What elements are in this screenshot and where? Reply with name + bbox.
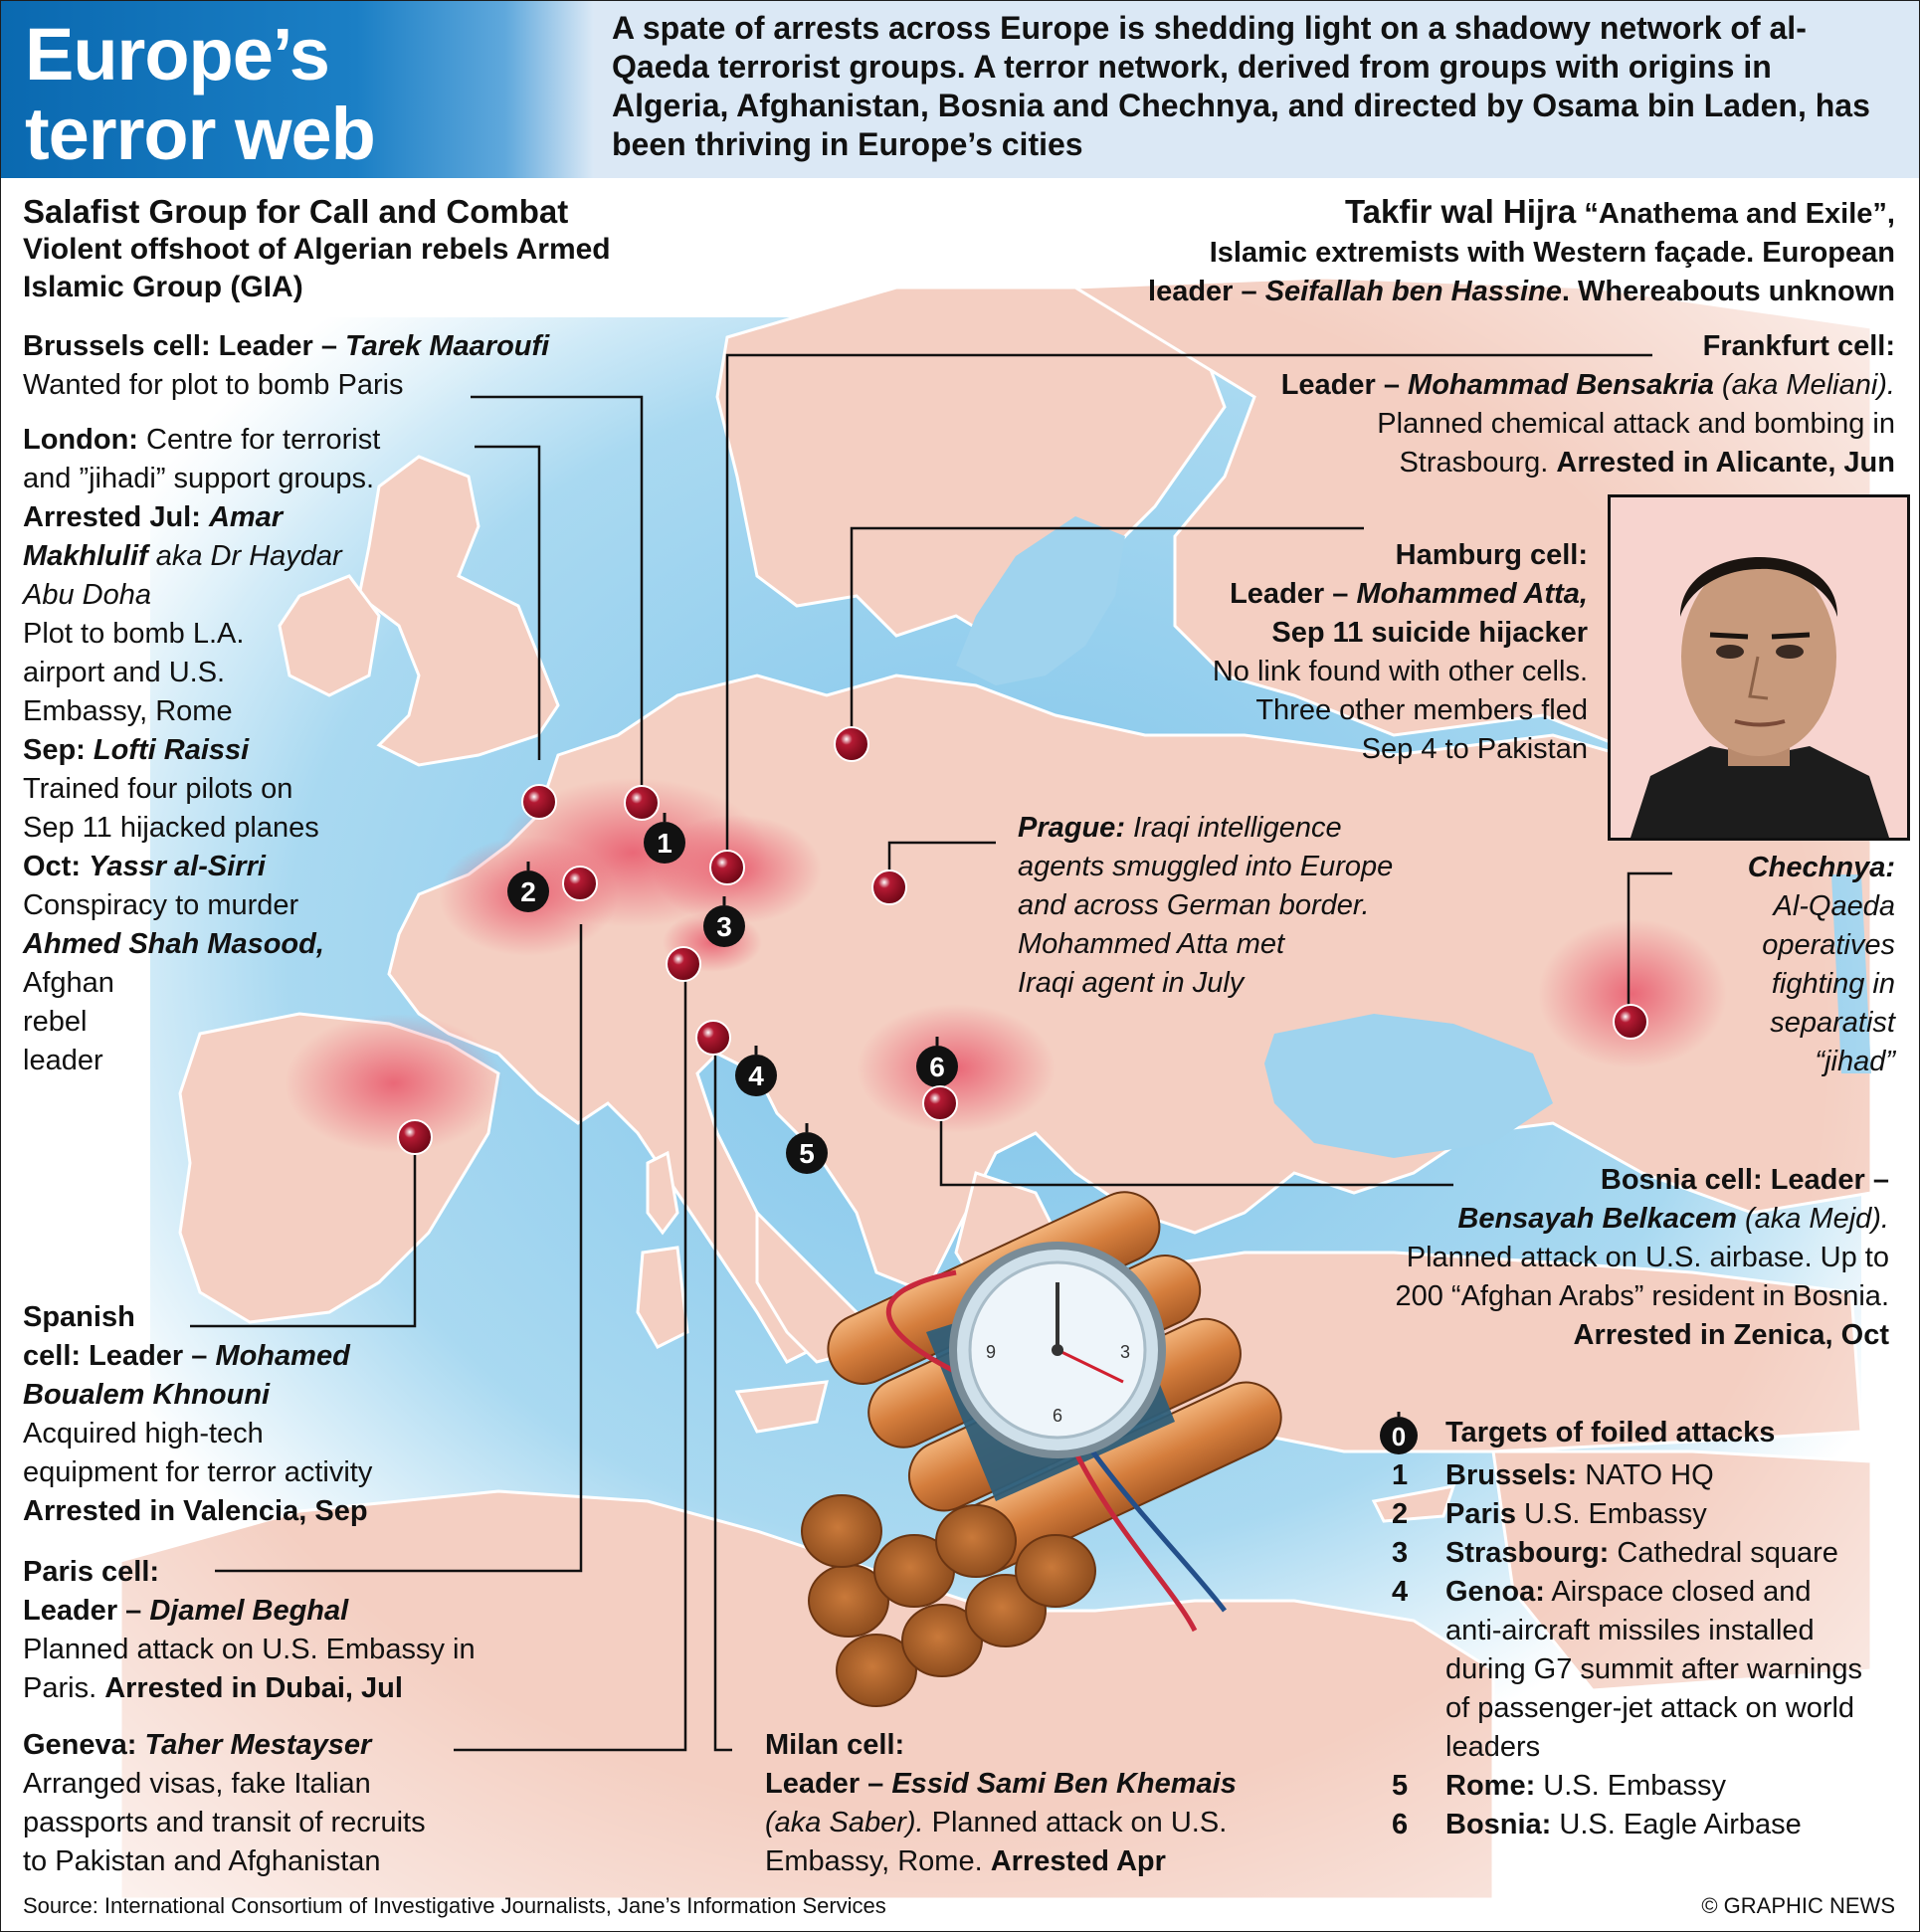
- legend-item-place: Brussels:: [1445, 1459, 1578, 1491]
- salafist-name: Salafist Group for Call and Combat: [23, 193, 569, 230]
- takfir-leader: Seifallah ben Hassine: [1264, 276, 1562, 307]
- bosnia-leader: Bensayah Belkacem: [1457, 1203, 1737, 1235]
- spanish-desc-1: Acquired high-tech: [23, 1418, 264, 1449]
- legend-item-number: 2: [1392, 1498, 1409, 1530]
- takfir-quote: “Anathema and Exile”,: [1584, 198, 1895, 230]
- prague-line-3: and across German border.: [1018, 889, 1370, 921]
- london-amar: Amar: [208, 501, 284, 533]
- paris-leader: Djamel Beghal: [149, 1595, 349, 1627]
- paris-desc-2: Paris.: [23, 1672, 105, 1704]
- salafist-group: [23, 192, 699, 306]
- legend-item: [1376, 1767, 1913, 1806]
- london-line-2: and ”jihadi” support groups.: [23, 463, 375, 494]
- legend-item-desc: Airspace closed and anti-aircraft missiles installed during G7 summit after warnings of passenger-jet attack on world leaders: [1445, 1576, 1863, 1763]
- hamburg-leader: Mohammed Atta,: [1356, 578, 1588, 610]
- takfir-name: Takfir wal Hijra: [1344, 193, 1577, 230]
- takfir-desc-1: Islamic extremists with Western façade. European: [1209, 237, 1895, 269]
- intro-text: A spate of arrests across Europe is shedding light on a shadowy network of al-Qaeda terrorist groups. A terror network, derived from groups with origins in Algeria, Afghanistan, Bosnia and Chechnya, and directed by Osama bin Laden, has been thriving in Europe’s cities: [612, 10, 1870, 162]
- bosnia-desc-2: 200 “Afghan Arabs” resident in Bosnia.: [1395, 1280, 1889, 1312]
- portrait-illustration: [1611, 497, 1907, 838]
- frankfurt-arrested: Arrested in Alicante, Jun: [1556, 447, 1895, 479]
- london-cell: [23, 421, 480, 1080]
- clock-number-6: 6: [1053, 1406, 1063, 1426]
- legend-item-number: 6: [1392, 1809, 1409, 1840]
- pin-chechnya: [1614, 1005, 1647, 1039]
- geneva-desc-1: Arranged visas, fake Italian: [23, 1768, 371, 1800]
- bosnia-cell: [1193, 1161, 1889, 1355]
- chechnya-note: [1676, 849, 1895, 1081]
- spanish-cell-prefix: cell:: [23, 1340, 90, 1372]
- chechnya-line-4: separatist: [1770, 1007, 1895, 1039]
- brussels-leader: Tarek Maaroufi: [345, 330, 550, 362]
- hamburg-cell: [1031, 536, 1588, 769]
- bomb-1-label: 1: [657, 828, 672, 859]
- milan-aka: (aka Saber).: [765, 1807, 924, 1838]
- london-line-1: Centre for terrorist: [137, 424, 381, 456]
- legend-item-number: 4: [1392, 1576, 1409, 1608]
- legend-item: [1376, 1806, 1913, 1844]
- chechnya-line-5: “jihad”: [1815, 1046, 1895, 1077]
- legend-item: [1376, 1456, 1913, 1495]
- frankfurt-cell: [1079, 327, 1895, 483]
- spanish-line-1: Spanish: [23, 1301, 135, 1333]
- chechnya-label: Chechnya:: [1747, 852, 1895, 883]
- frankfurt-desc-2: Strasbourg.: [1399, 447, 1557, 479]
- footer-credit: © GRAPHIC NEWS: [1701, 1893, 1895, 1918]
- legend-item: [1376, 1495, 1913, 1534]
- pin-spain: [398, 1120, 432, 1154]
- legend-item: [1376, 1534, 1913, 1573]
- spanish-desc-2: equipment for terror activity: [23, 1456, 373, 1488]
- spanish-cell: [23, 1298, 500, 1531]
- legend-item-number: 1: [1392, 1459, 1409, 1491]
- london-plot-1: Plot to bomb L.A.: [23, 618, 245, 650]
- spanish-leader-1: Mohamed: [215, 1340, 350, 1372]
- targets-legend: [1376, 1414, 1913, 1844]
- bomb-3-label: 3: [716, 911, 732, 942]
- geneva-cell: [23, 1726, 540, 1881]
- legend-item-place: Strasbourg:: [1445, 1537, 1610, 1569]
- bomb-5-label: 5: [799, 1138, 815, 1169]
- pin-prague: [872, 870, 906, 904]
- pin-london: [522, 785, 556, 819]
- milan-cell: [765, 1726, 1322, 1881]
- frankfurt-aka: (aka Meliani).: [1713, 369, 1895, 401]
- legend-item-place: Paris: [1445, 1498, 1516, 1530]
- prague-note: [1018, 809, 1535, 1003]
- brussels-label: Brussels cell: Leader –: [23, 330, 345, 362]
- frankfurt-leader-prefix: Leader –: [1280, 369, 1409, 401]
- spanish-arrested: Arrested in Valencia, Sep: [23, 1495, 368, 1527]
- london-trained-1: Trained four pilots on: [23, 773, 293, 805]
- legend-item-place: Rome:: [1445, 1770, 1536, 1802]
- geneva-label: Geneva:: [23, 1729, 145, 1761]
- bomb-2-label: 2: [520, 876, 536, 907]
- pin-frankfurt: [710, 851, 744, 884]
- brussels-desc: Wanted for plot to bomb Paris: [23, 369, 404, 401]
- clock-number-3: 3: [1120, 1342, 1131, 1362]
- footer-source: Source: International Consortium of Investigative Journalists, Jane’s Information Services: [23, 1893, 886, 1918]
- london-aka-1: aka Dr Haydar: [147, 540, 342, 572]
- prague-line-1: Iraqi intelligence: [1124, 812, 1342, 844]
- legend-item-desc: NATO HQ: [1577, 1459, 1714, 1491]
- legend-key-number: 0: [1391, 1422, 1407, 1451]
- spanish-leader-2: Boualem Khnouni: [23, 1379, 271, 1411]
- geneva-desc-2: passports and transit of recruits: [23, 1807, 426, 1838]
- prague-label: Prague:: [1018, 812, 1125, 844]
- legend-item-place: Bosnia:: [1445, 1809, 1552, 1840]
- prague-line-5: Iraqi agent in July: [1018, 967, 1245, 999]
- pin-paris: [563, 867, 597, 900]
- legend-item-desc: U.S. Embassy: [1515, 1498, 1707, 1530]
- clock-number-9: 9: [986, 1342, 997, 1362]
- hamburg-hijacker: Sep 11 suicide hijacker: [1271, 617, 1588, 649]
- legend-item-desc: Cathedral square: [1609, 1537, 1838, 1569]
- legend-item-desc: U.S. Embassy: [1535, 1770, 1727, 1802]
- london-sep: Sep:: [23, 734, 94, 766]
- legend-item-place: Genoa:: [1445, 1576, 1545, 1608]
- pin-geneva: [667, 947, 700, 981]
- chechnya-line-1: Al-Qaeda: [1773, 890, 1895, 922]
- legend-item-number: 3: [1392, 1537, 1409, 1569]
- pin-bosnia: [923, 1086, 957, 1120]
- paris-label: Paris cell:: [23, 1556, 160, 1588]
- milan-desc-1: Planned attack on U.S.: [923, 1807, 1228, 1838]
- london-oct: Oct:: [23, 851, 90, 882]
- bosnia-label: Bosnia cell: Leader –: [1600, 1164, 1889, 1196]
- london-label: London:: [23, 424, 138, 456]
- london-lofti: Lofti Raissi: [93, 734, 250, 766]
- london-plot-2: airport and U.S.: [23, 657, 226, 688]
- frankfurt-label: Frankfurt cell:: [1702, 330, 1895, 362]
- london-trained-2: Sep 11 hijacked planes: [23, 812, 319, 844]
- milan-leader-prefix: Leader –: [765, 1768, 892, 1800]
- brussels-cell: [23, 327, 679, 405]
- title-block: [1, 1, 594, 178]
- legend-title: Targets of foiled attacks: [1445, 1417, 1776, 1449]
- hamburg-leader-prefix: Leader –: [1230, 578, 1357, 610]
- frankfurt-leader: Mohammad Bensakria: [1408, 369, 1714, 401]
- paris-cell: [23, 1553, 580, 1708]
- header: [1, 1, 1919, 178]
- bomb-4-label: 4: [748, 1061, 764, 1091]
- suspect-portrait: [1608, 494, 1910, 841]
- london-yassr: Yassr al-Sirri: [89, 851, 266, 882]
- takfir-leader-prefix: leader –: [1148, 276, 1265, 307]
- milan-label: Milan cell:: [765, 1729, 905, 1761]
- legend-item-desc: U.S. Eagle Airbase: [1551, 1809, 1802, 1840]
- london-afghan-1: Afghan: [23, 967, 114, 999]
- frankfurt-desc-1: Planned chemical attack and bombing in: [1377, 408, 1895, 440]
- london-conspiracy: Conspiracy to murder: [23, 889, 299, 921]
- paris-leader-prefix: Leader –: [23, 1595, 150, 1627]
- bosnia-arrested: Arrested in Zenica, Oct: [1573, 1319, 1889, 1351]
- london-arrested-jul: Arrested Jul:: [23, 501, 209, 533]
- takfir-desc-2: . Whereabouts unknown: [1561, 276, 1895, 307]
- london-afghan-3: leader: [23, 1045, 103, 1076]
- milan-arrested: Arrested Apr: [990, 1845, 1166, 1877]
- london-plot-3: Embassy, Rome: [23, 695, 233, 727]
- milan-desc-2: Embassy, Rome.: [765, 1845, 991, 1877]
- hamburg-desc-3: Sep 4 to Pakistan: [1361, 733, 1588, 765]
- hamburg-desc-2: Three other members fled: [1255, 694, 1588, 726]
- hamburg-desc-1: No link found with other cells.: [1212, 656, 1588, 687]
- milan-leader: Essid Sami Ben Khemais: [891, 1768, 1237, 1800]
- geneva-leader: Taher Mestayser: [144, 1729, 372, 1761]
- intro-block: [594, 1, 1919, 178]
- takfir-group: [1000, 192, 1895, 311]
- london-afghan-2: rebel: [23, 1006, 88, 1038]
- chechnya-line-2: operatives: [1762, 929, 1895, 961]
- page-title: [25, 15, 375, 174]
- prague-line-2: agents smuggled into Europe: [1018, 851, 1394, 882]
- geneva-desc-3: to Pakistan and Afghanistan: [23, 1845, 381, 1877]
- prague-line-4: Mohammed Atta met: [1018, 928, 1285, 960]
- pin-hamburg: [835, 727, 868, 761]
- legend-item: [1376, 1573, 1863, 1767]
- title-line-1: Europe’s: [25, 13, 329, 96]
- chechnya-line-3: fighting in: [1771, 968, 1895, 1000]
- hamburg-label: Hamburg cell:: [1395, 539, 1588, 571]
- london-ahmed: Ahmed Shah Masood,: [23, 928, 324, 960]
- bomb-6-label: 6: [929, 1052, 945, 1082]
- spanish-leader-prefix: Leader –: [89, 1340, 216, 1372]
- pin-milan: [696, 1021, 730, 1055]
- london-makhlulif: Makhlulif: [23, 540, 148, 572]
- salafist-desc: Violent offshoot of Algerian rebels Armed Islamic Group (GIA): [23, 233, 611, 303]
- legend-item-number: 5: [1392, 1770, 1409, 1802]
- paris-desc-1: Planned attack on U.S. Embassy in: [23, 1634, 476, 1665]
- bosnia-desc-1: Planned attack on U.S. airbase. Up to: [1406, 1242, 1889, 1273]
- bosnia-aka: (aka Mejd).: [1736, 1203, 1889, 1235]
- pin-brussels: [625, 786, 659, 820]
- london-aka-2: Abu Doha: [23, 579, 151, 611]
- title-line-2: terror web: [25, 93, 375, 175]
- paris-arrested: Arrested in Dubai, Jul: [104, 1672, 403, 1704]
